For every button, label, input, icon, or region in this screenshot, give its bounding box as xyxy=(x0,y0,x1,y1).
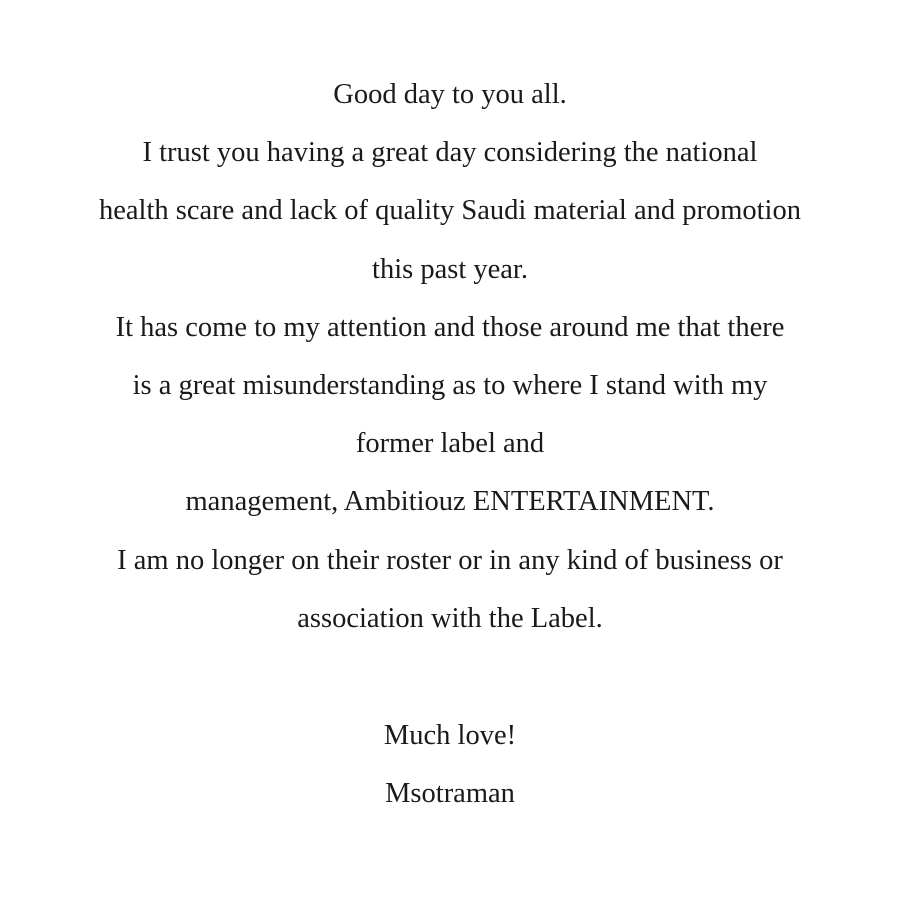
paragraph-gap xyxy=(0,648,900,707)
body-line: association with the Label. xyxy=(297,602,603,634)
body-line: I am no longer on their roster or in any kind of business or xyxy=(117,544,783,576)
closing-line: Much love! xyxy=(383,719,517,751)
body-line: former label and xyxy=(355,428,545,460)
body-line: management, Ambitiouz ENTERTAINMENT. xyxy=(185,486,715,518)
body-line: health scare and lack of quality Saudi material and promotion xyxy=(99,195,801,227)
body-line: this past year. xyxy=(372,253,528,285)
greeting-line: Good day to you all. xyxy=(333,79,567,110)
body-line: I trust you having a great day considering the national xyxy=(142,137,758,169)
body-line: is a great misunderstanding as to where I stand with my xyxy=(132,369,768,401)
body-line: It has come to my attention and those around me that there xyxy=(115,311,785,343)
signature: Msotraman xyxy=(385,778,515,810)
statement-text xyxy=(0,66,900,823)
